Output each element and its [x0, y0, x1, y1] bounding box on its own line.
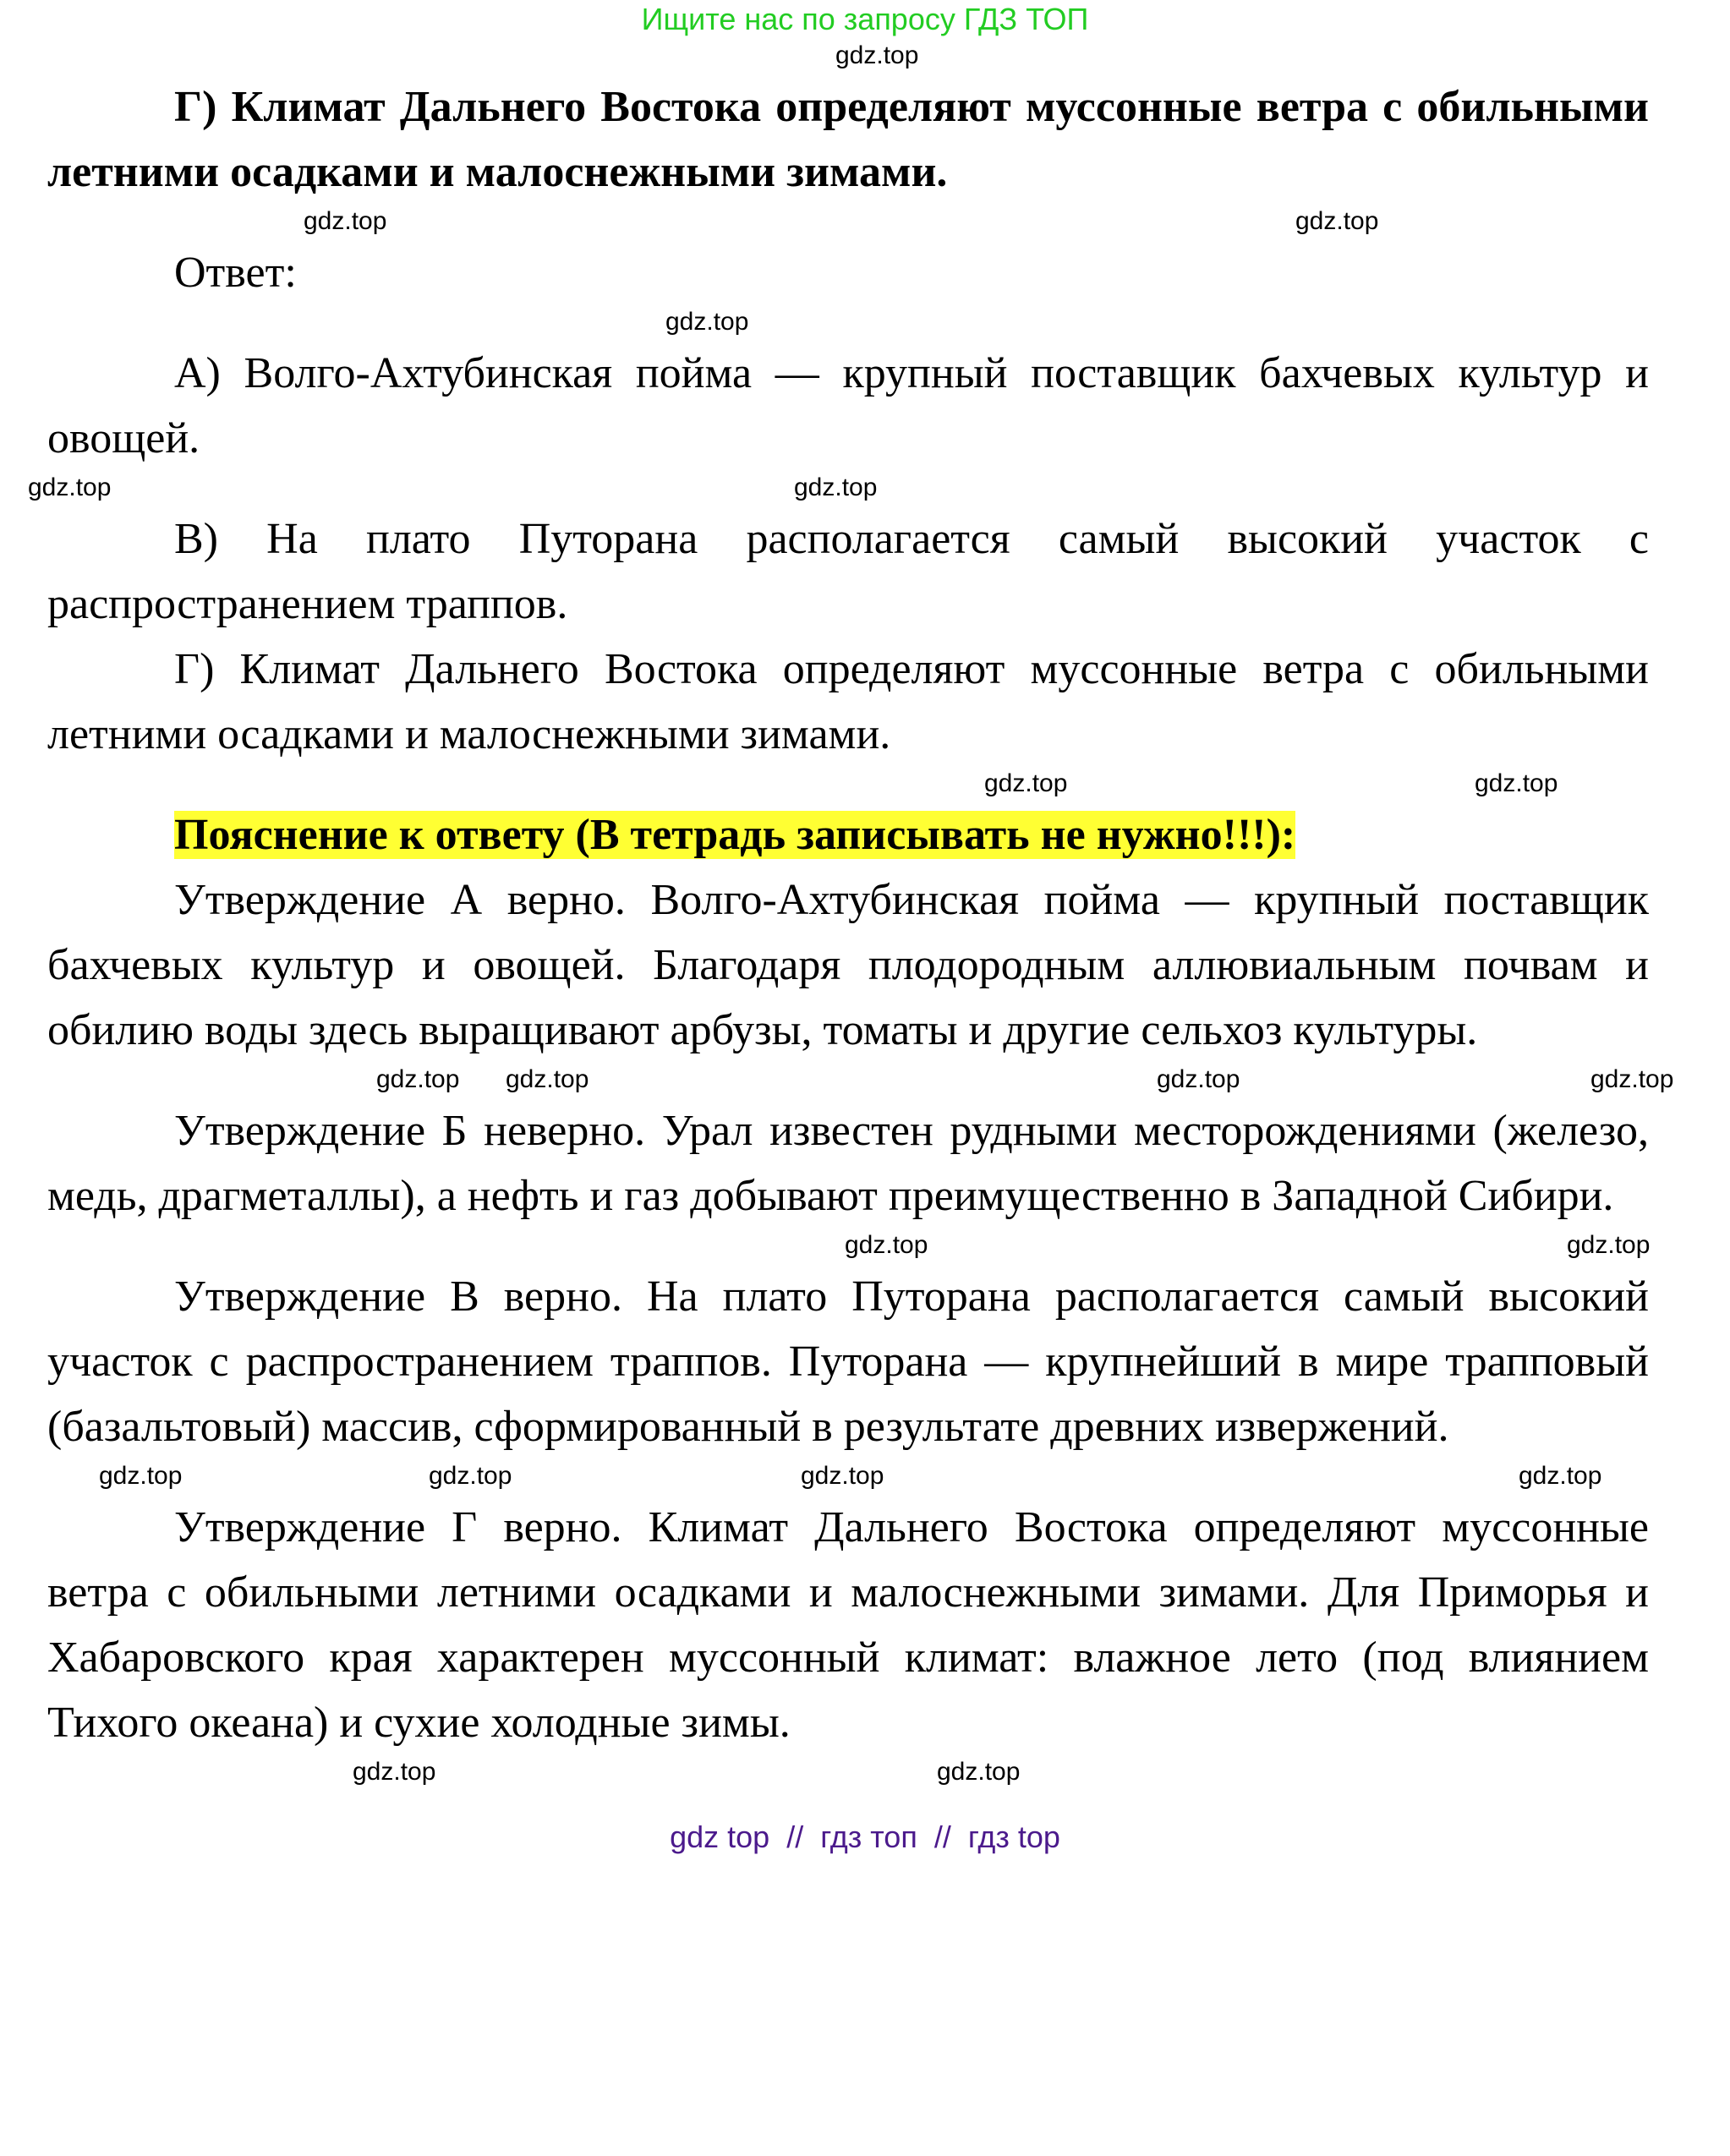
watermark-row	[0, 39, 1730, 74]
watermark: gdz.top	[1475, 769, 1558, 797]
watermark: gdz.top	[304, 207, 387, 235]
footer-links: gdz top // гдз топ // гдз top	[670, 1819, 1060, 1854]
watermark: gdz.top	[794, 473, 878, 501]
watermark: gdz.top	[984, 769, 1068, 797]
watermark: gdz.top	[801, 1462, 884, 1490]
watermark: gdz.top	[506, 1065, 589, 1093]
answer-item-a: А) Волго-Ахтубинская пойма — крупный поставщик бахчевых культур и овощей.	[47, 349, 1649, 462]
watermark: gdz.top	[1295, 207, 1379, 235]
watermark-row	[0, 205, 1730, 240]
answer-item-v: В) На плато Путорана располагается самый высокий участок с распространением траппов.	[47, 515, 1649, 628]
watermark: gdz.top	[99, 1462, 183, 1490]
watermark: gdz.top	[1590, 1065, 1674, 1093]
watermark-row	[0, 1459, 1730, 1495]
explanation-paragraph-g: Утверждение Г верно. Климат Дальнего Востока определяют муссонные ветра с обильными летними осадками и малоснежными зимами. Для Приморья и Хабаровского края характерен муссонный климат: влажное лето (под влиянием Тихого океана) и сухие холодные зимы.	[47, 1503, 1649, 1747]
watermark: gdz.top	[1519, 1462, 1602, 1490]
watermark: gdz.top	[835, 41, 919, 69]
explanation-heading	[47, 802, 1649, 867]
explanation-paragraph-a: Утверждение А верно. Волго-Ахтубинская пойма — крупный поставщик бахчевых культур и овощей. Благодаря плодородным аллювиальным почвам и обилию воды здесь выращивают арбузы, томаты и другие сельхоз культуры.	[47, 876, 1649, 1054]
search-banner: Ищите нас по запросу ГДЗ ТОП	[641, 2, 1089, 36]
answer-item-g: Г) Климат Дальнего Востока определяют муссонные ветра с обильными летними осадками и малоснежными зимами.	[47, 645, 1649, 758]
watermark: gdz.top	[1567, 1231, 1651, 1259]
watermark: gdz.top	[845, 1231, 928, 1259]
watermark-row	[0, 305, 1730, 341]
watermark: gdz.top	[353, 1758, 436, 1786]
watermark-row	[0, 1228, 1730, 1264]
explanation-heading-text: Пояснение к ответу (В тетрадь записывать не нужно!!!):	[174, 811, 1296, 859]
explanation-paragraph-v: Утверждение В верно. На плато Путорана располагается самый высокий участок с распространением траппов. Путорана — крупнейший в мире трапповый (базальтовый) массив, сформированный в результате древних извержений.	[47, 1272, 1649, 1451]
watermark-row	[0, 767, 1730, 802]
watermark: gdz.top	[28, 473, 112, 501]
watermark: gdz.top	[937, 1758, 1021, 1786]
watermark: gdz.top	[429, 1462, 512, 1490]
explanation-paragraph-b: Утверждение Б неверно. Урал известен рудными месторождениями (железо, медь, драгметаллы), а нефть и газ добывают преимущественно в Западной Сибири.	[47, 1107, 1649, 1220]
watermark-row	[0, 471, 1730, 506]
watermark: gdz.top	[376, 1065, 460, 1093]
watermark: gdz.top	[1157, 1065, 1240, 1093]
watermark: gdz.top	[665, 308, 749, 336]
question-text: Г) Климат Дальнего Востока определяют муссонные ветра с обильными летними осадками и малоснежными зимами.	[47, 83, 1649, 196]
watermark-row	[0, 1063, 1730, 1098]
watermark-row	[0, 1755, 1730, 1791]
answer-label: Ответ:	[174, 249, 297, 297]
